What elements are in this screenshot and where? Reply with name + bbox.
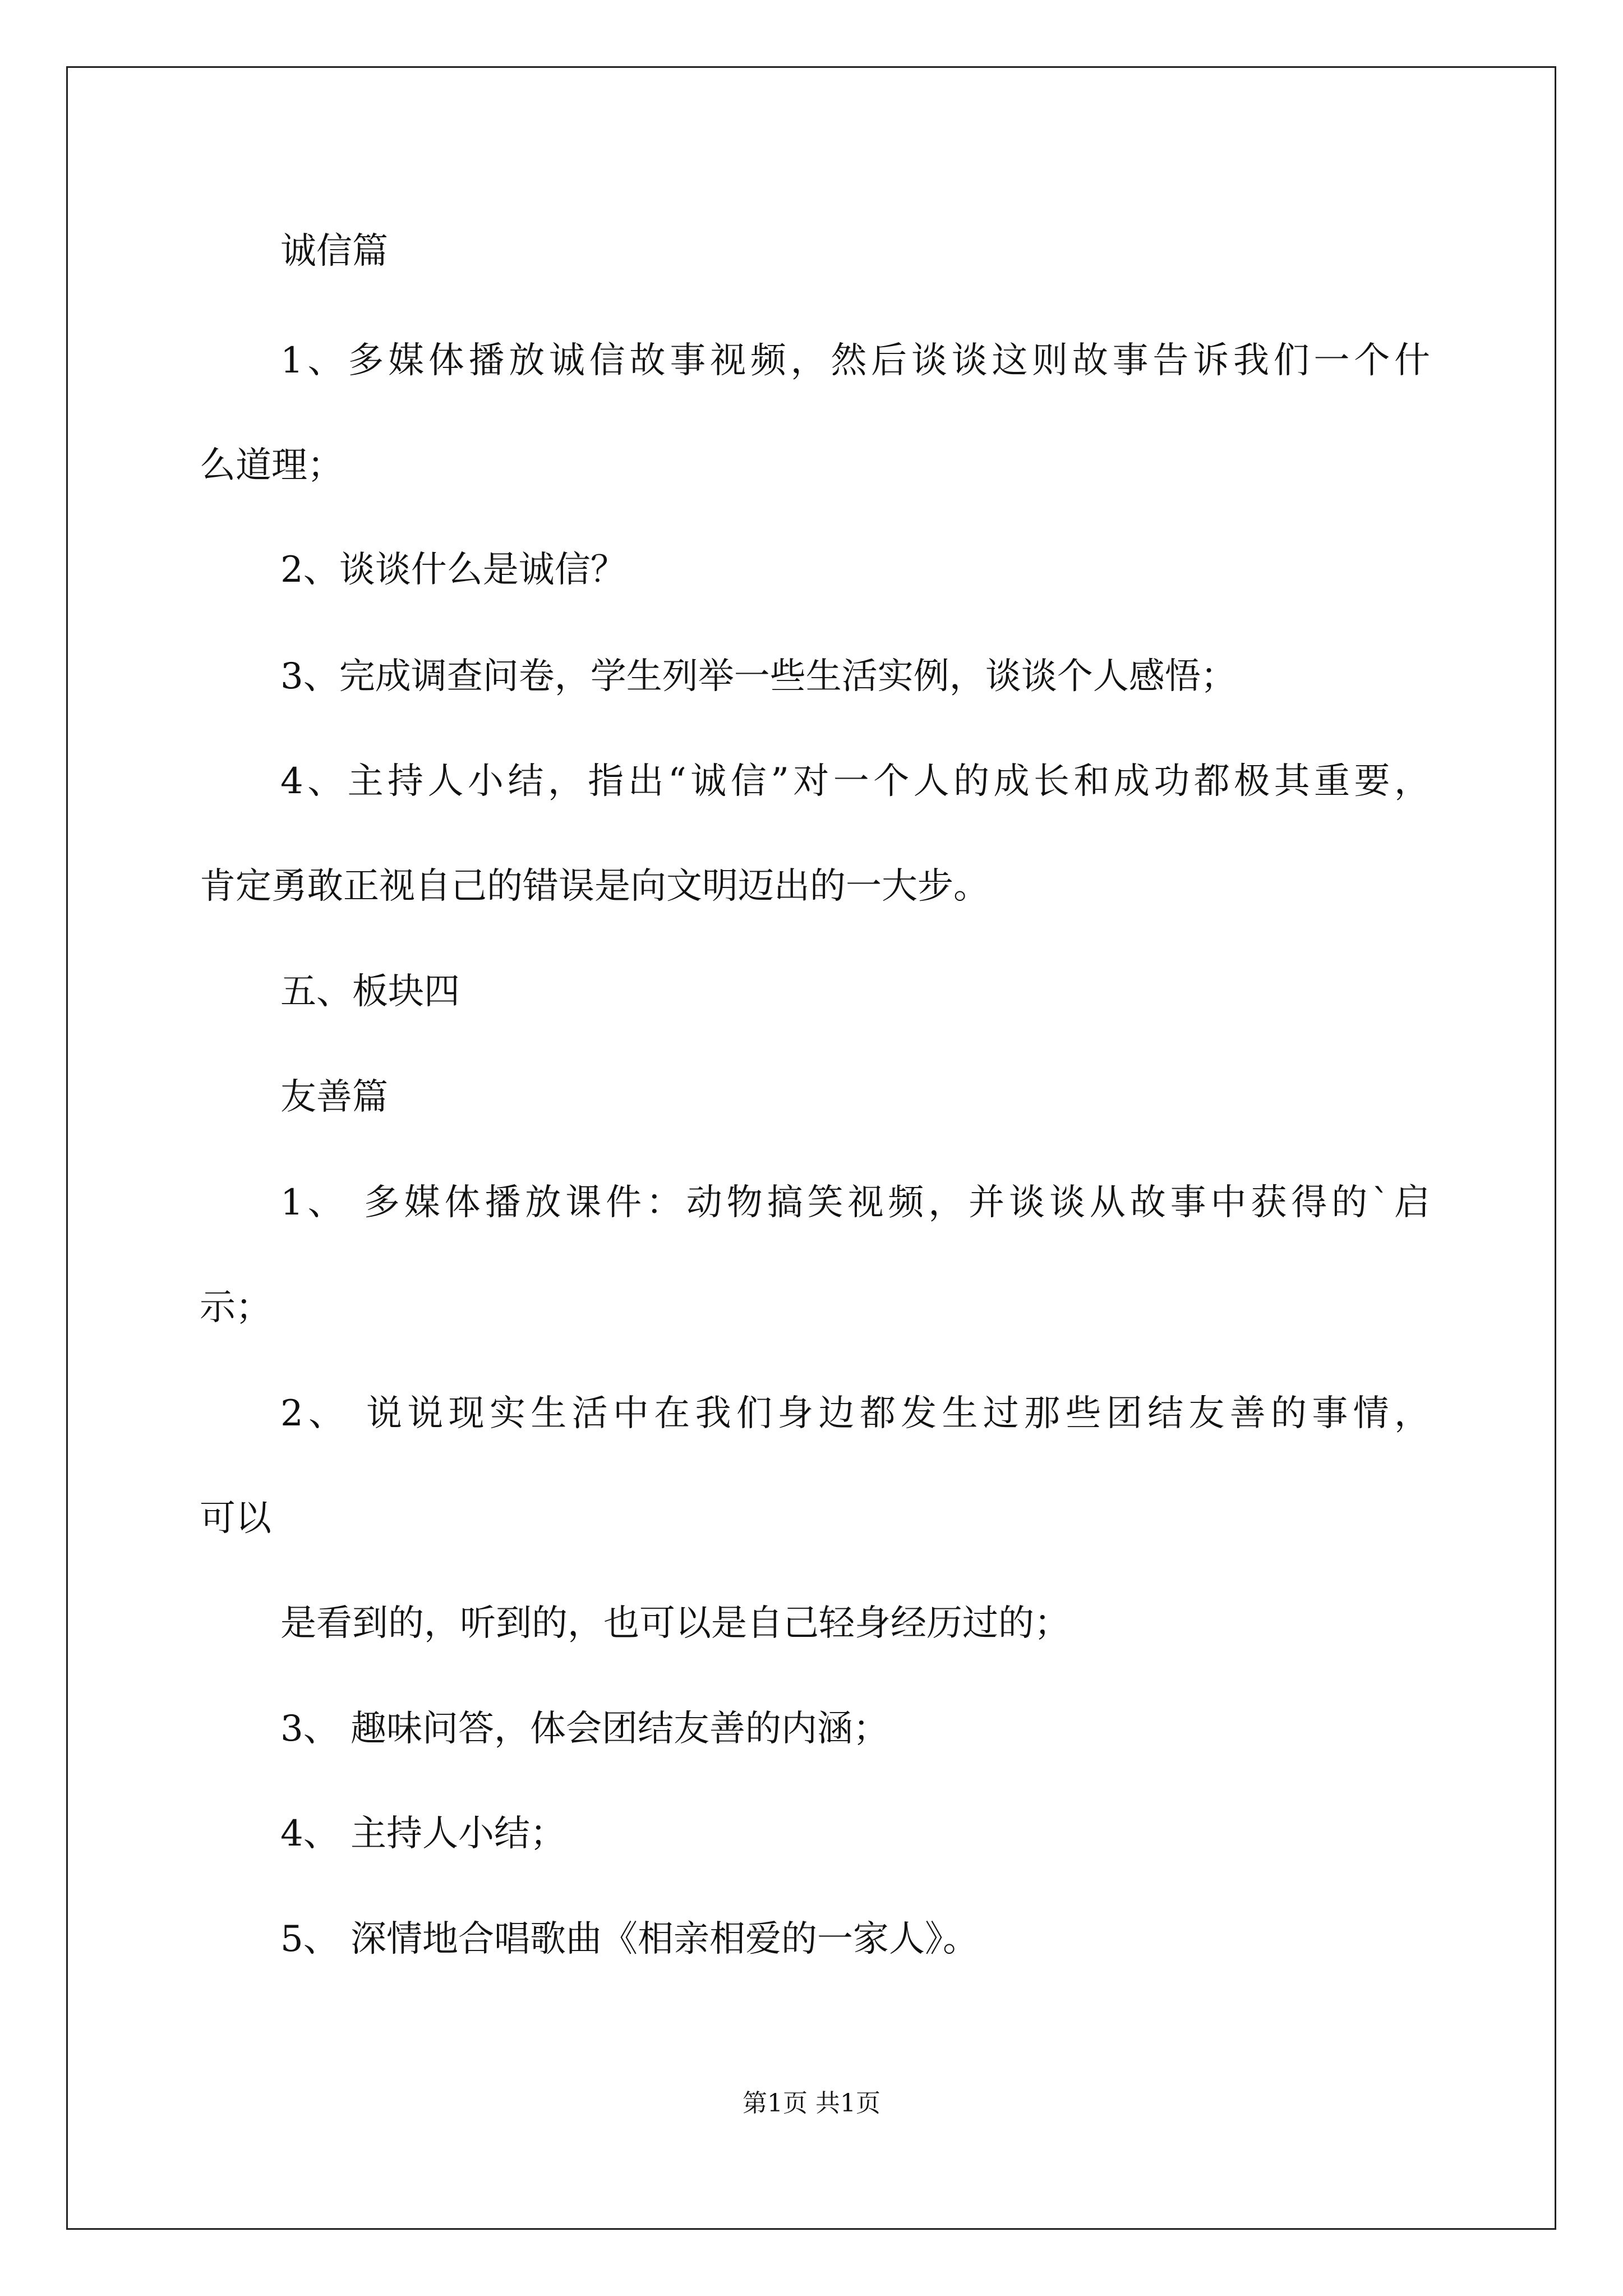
- paragraph-line: 5、 深情地合唱歌曲《相亲相爱的一家人》。: [280, 1918, 979, 1960]
- paragraph-line: 4、主持人小结，指出“诚信”对一个人的成长和成功都极其重要，: [280, 761, 1430, 802]
- paragraph-line: 3、完成调查问卷，学生列举一些生活实例，谈谈个人感悟；: [280, 656, 1237, 697]
- paragraph-line: 4、 主持人小结；: [280, 1813, 566, 1855]
- section-heading-honesty: 诚信篇: [280, 231, 388, 272]
- paragraph-line: 2、 说说现实生活中在我们身边都发生过那些团结友善的事情，: [280, 1393, 1430, 1434]
- paragraph-line: 可以: [200, 1498, 271, 1539]
- paragraph-line: 是看到的，听到的，也可以是自己轻身经历过的；: [280, 1603, 1070, 1644]
- paragraph-line: 3、 趣味问答，体会团结友善的内涵；: [280, 1708, 889, 1750]
- paragraph-line: 1、 多媒体播放课件：动物搞笑视频，并谈谈从故事中获得的`启: [280, 1182, 1430, 1223]
- page-number-footer: 第1页 共1页: [743, 2089, 880, 2118]
- section-heading-block-four: 五、板块四: [280, 971, 460, 1013]
- section-heading-friendliness: 友善篇: [280, 1076, 388, 1118]
- paragraph-line: 肯定勇敢正视自己的错误是向文明迈出的一大步。: [200, 866, 989, 907]
- paragraph-line: 1、多媒体播放诚信故事视频，然后谈谈这则故事告诉我们一个什: [280, 340, 1430, 381]
- paragraph-line: 么道理；: [200, 445, 343, 486]
- paragraph-line: 示；: [200, 1287, 271, 1328]
- page-border: [66, 66, 1556, 2230]
- paragraph-line: 2、谈谈什么是诚信？: [280, 549, 626, 591]
